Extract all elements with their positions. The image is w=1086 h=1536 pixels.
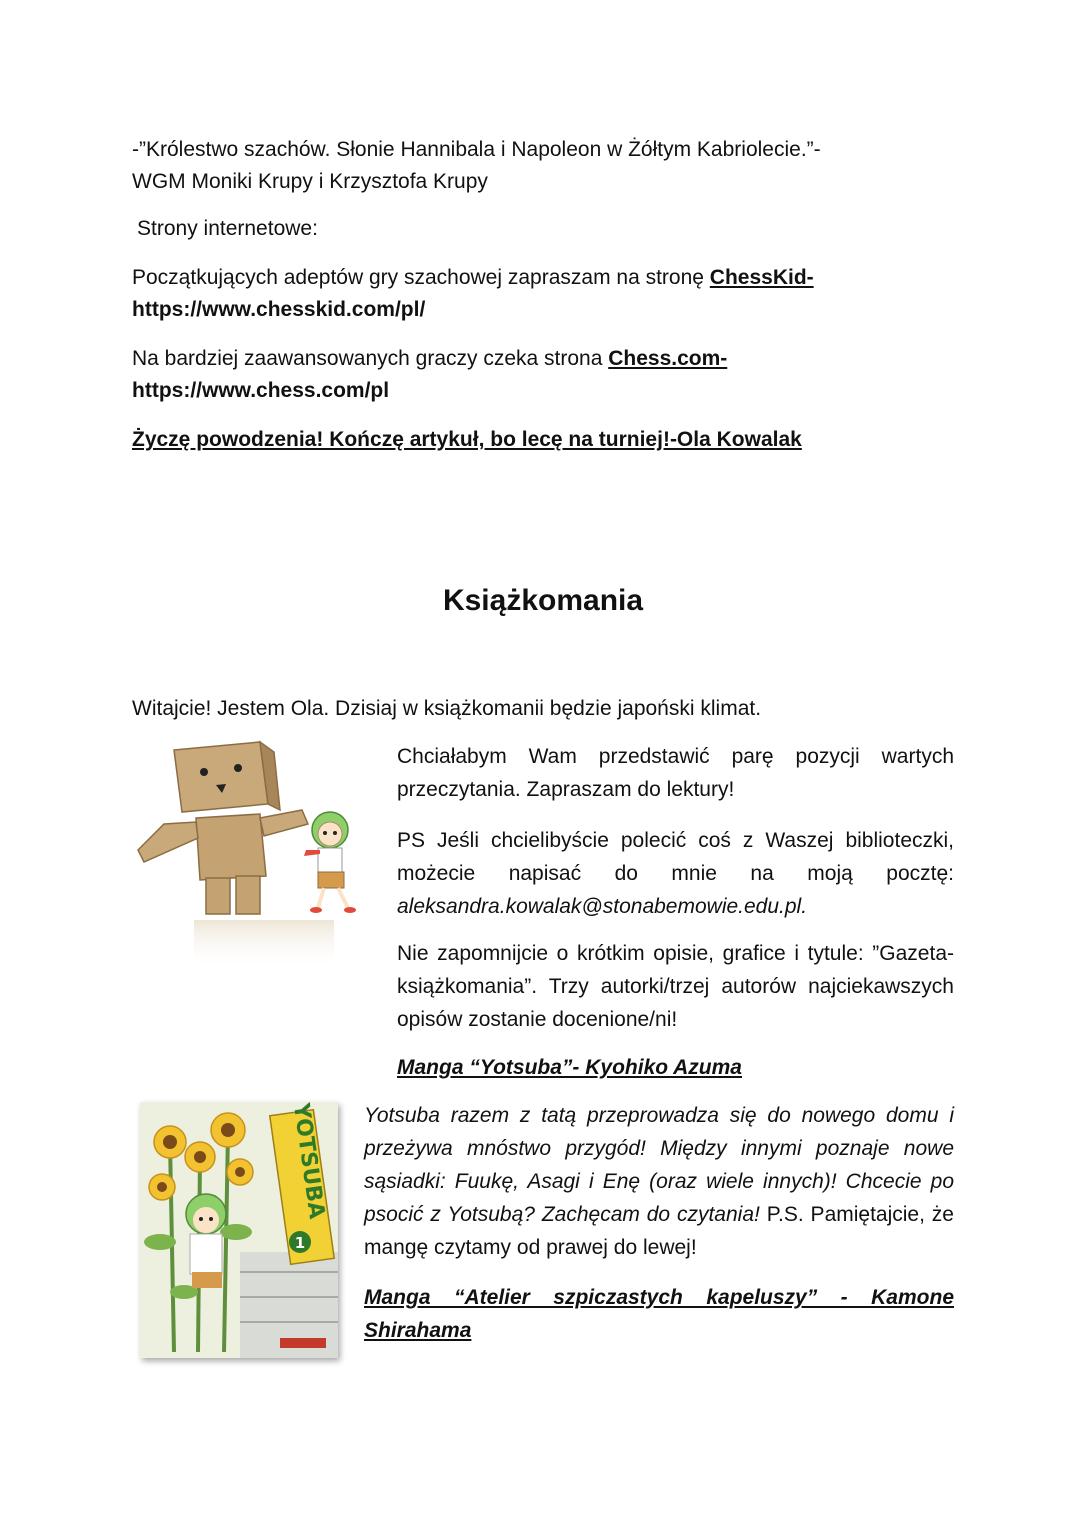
manga2-heading: Manga “Atelier szpiczastych kapeluszy” - Kamone Shirahama — [364, 1286, 954, 1342]
book-title-line: -”Królestwo szachów. Słonie Hannibala i Napoleon w Żółtym Kabriolecie.”- — [132, 138, 821, 161]
closing-line: Życzę powodzenia! Kończę artykuł, bo lecę na turniej!-Ola Kowalak — [132, 428, 802, 451]
chesskid-paragraph — [132, 262, 954, 326]
manga1-description-note: P.S. Pamiętajcie, że mangę czytamy od prawej do lewej! — [364, 1203, 954, 1259]
cover-title-text: YOTSUBA — [287, 1102, 329, 1221]
chesscom-text: Na bardziej zaawansowanych graczy czeka strona — [132, 347, 609, 370]
suggestion-text: PS Jeśli chcielibyście polecić coś z Waszej biblioteczki, możecie napisać do mnie na moją pocztę: — [397, 829, 954, 885]
contest-paragraph: Nie zapomnijcie o krótkim opisie, grafice i tytule: ”Gazeta-książkomania”. Trzy autorki/trzej autorów najciekawszych opisów zostanie docenione/ni! — [397, 942, 954, 1031]
suggestion-paragraph — [397, 824, 954, 923]
chesskid-link[interactable]: ChessKid- — [709, 266, 814, 289]
manga1-heading: Manga “Yotsuba”- Kyohiko Azuma — [397, 1056, 742, 1079]
cover-volume-number: 1 — [294, 1234, 306, 1252]
chesscom-url[interactable]: https://www.chess.com/pl — [132, 379, 390, 402]
chesscom-link[interactable]: Chess.com- — [608, 347, 728, 370]
book-authors-line: WGM Moniki Krupy i Krzysztofa Krupy — [132, 170, 488, 193]
book-recommendation — [132, 134, 954, 198]
danbo-illustration — [134, 738, 374, 973]
websites-label: Strony internetowe: — [137, 217, 318, 240]
yotsuba-cover-image — [140, 1102, 338, 1358]
manga1-description-italic: Yotsuba razem z tatą przeprowadza się do nowego domu i przeżywa mnóstwo przygód! Między innymi poznaje nowe sąsiadki: Fuukę, Asagi i Enę (oraz wiele innych)! Chcecie po psocić z Yotsubą? Zachęcam do czytania! — [364, 1104, 954, 1226]
chesskid-url[interactable]: https://www.chesskid.com/pl/ — [132, 298, 426, 321]
author-email-link[interactable]: aleksandra.kowalak@stonabemowie.edu.pl. — [397, 895, 808, 918]
intro-paragraph: Witajcie! Jestem Ola. Dzisiaj w książkomanii będzie japoński klimat. — [132, 697, 762, 720]
section-title: Książkomania — [442, 584, 644, 617]
chesskid-text: Początkujących adeptów gry szachowej zapraszam na stronę — [132, 266, 710, 289]
manga1-description — [364, 1099, 954, 1264]
intro-text-p1: Chciałabym Wam przedstawić parę pozycji wartych przeczytania. Zapraszam do lektury! — [397, 745, 954, 801]
chesscom-paragraph — [132, 343, 954, 407]
